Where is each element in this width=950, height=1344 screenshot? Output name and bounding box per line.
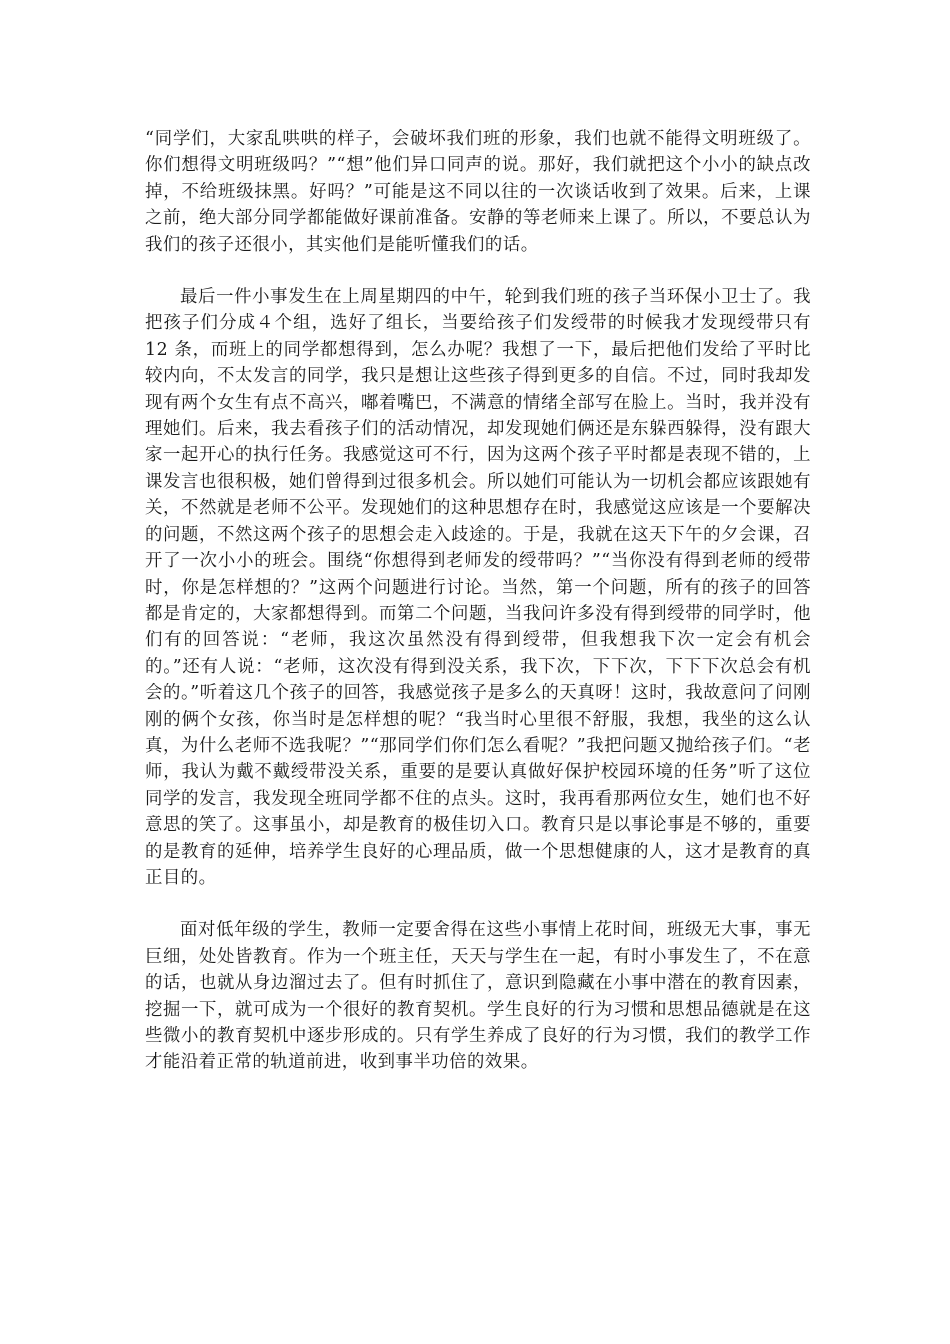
paragraph-conclusion: 面对低年级的学生，教师一定要舍得在这些小事情上花时间，班级无大事，事无巨细，处处皆教育。作为一个班主任，天天与学生在一起，有时小事发生了，不在意的话，也就从身边溜过去了。但有时抓住了，意识到隐藏在小事中潜在的教育因素，挖掘一下，就可成为一个很好的教育契机。学生良好的行为习惯和思想品德就是在这些微小的教育契机中逐步形成的。只有学生养成了良好的行为习惯，我们的教学工作才能沿着正常的轨道前进，收到事半功倍的效果。: [145, 920, 811, 1073]
paragraph-sash-story: 最后一件小事发生在上周星期四的中午，轮到我们班的孩子当环保小卫士了。我把孩子们分成４个组，选好了组长，当要给孩子们发绶带的时候我才发现绶带只有 12 条，而班上的同学都想得到，怎么办呢？我想了一下，最后把他们发给了平时比较内向，不太发言的同学，我只是想让这些孩子得到更多的自信。不过，同时我却发现有两个女生有点不高兴，嘟着嘴巴，不满意的情绪全部写在脸上。当时，我并没有理她们。后来，我去看孩子们的活动情况，却发现她们俩还是东躲西躲得，没有跟大家一起开心的执行任务。我感觉这可不行，因为这两个孩子平时都是表现不错的，上课发言也很积极，她们曾得到过很多机会。所以她们可能认为一切机会都应该跟她有关，不然就是老师不公平。发现她们的这种思想存在时，我感觉这应该是一个要解决的问题，不然这两个孩子的思想会走入歧途的。于是，我就在这天下午的夕会课，召开了一次小小的班会。围绕“你想得到老师发的绶带吗？”“当你没有得到老师的绶带时，你是怎样想的？”这两个问题进行讨论。当然，第一个问题，所有的孩子的回答都是肯定的，大家都想得到。而第二个问题，当我问许多没有得到绶带的同学时，他们有的回答说：“老师，我这次虽然没有得到绶带，但我想我下次一定会有机会的。”还有人说：“老师，这次没有得到没关系，我下次，下下次，下下下次总会有机会的。”听着这几个孩子的回答，我感觉孩子是多么的天真呀！这时，我故意问了问刚刚的俩个女孩，你当时是怎样想的呢？“我当时心里很不舒服，我想，我坐的这么认真，为什么老师不选我呢？”“那同学们你们怎么看呢？”我把问题又抛给孩子们。“老师，我认为戴不戴绶带没关系，重要的是要认真做好保护校园环境的任务”听了这位同学的发言，我发现全班同学都不住的点头。这时，我再看那两位女生，她们也不好意思的笑了。这事虽小，却是教育的极佳切入口。教育只是以事论事是不够的，重要的是教育的延伸，培养学生良好的心理品质，做一个思想健康的人，这才是教育的真正目的。: [145, 287, 811, 888]
document-body: [145, 126, 811, 1076]
paragraph-classroom-talk: “同学们，大家乱哄哄的样子，会破坏我们班的形象，我们也就不能得文明班级了。你们想得文明班级吗？”“想”他们异口同声的说。那好，我们就把这个小小的缺点改掉，不给班级抹黑。好吗？”可能是这不同以往的一次谈话收到了效果。后来，上课之前，绝大部分同学都能做好课前准备。安静的等老师来上课了。所以，不要总认为我们的孩子还很小，其实他们是能听懂我们的话。: [145, 129, 811, 255]
